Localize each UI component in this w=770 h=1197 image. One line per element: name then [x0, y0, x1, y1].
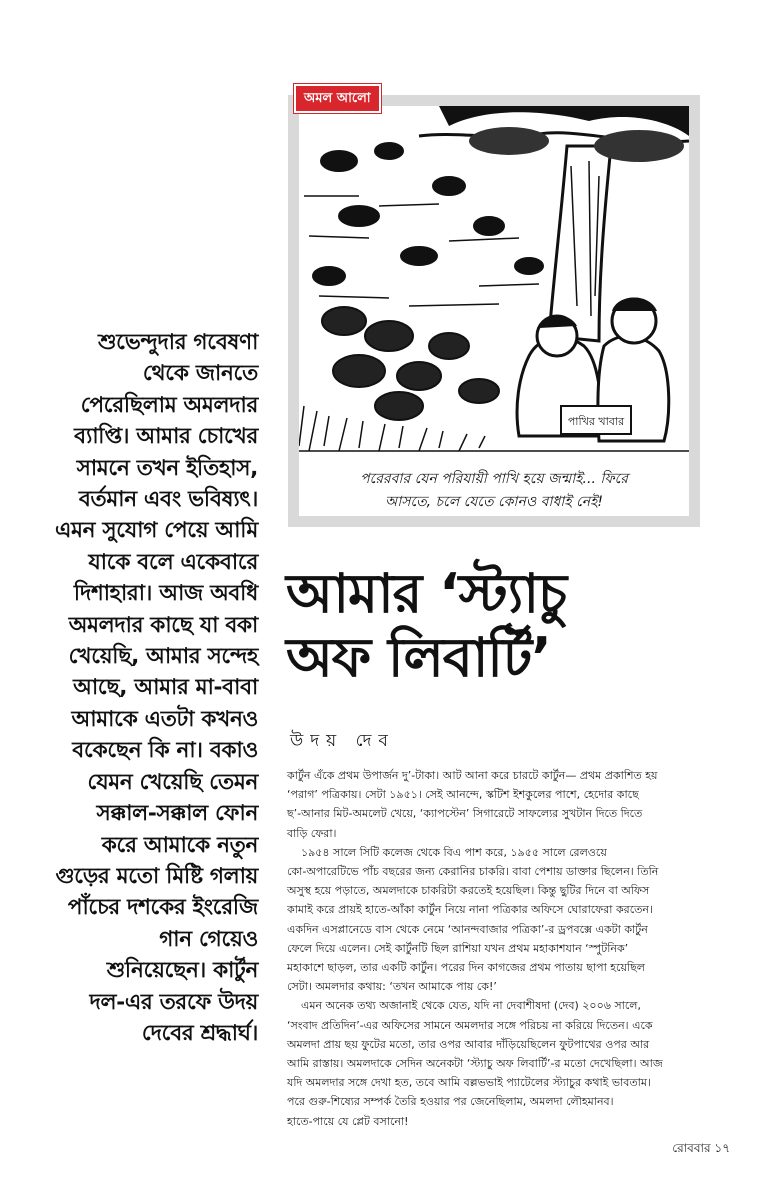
pull-quote-line: থেকে জানতে — [142, 361, 258, 387]
pull-quote-line: পাঁচের দশকের ইংরেজি — [67, 895, 258, 921]
page-footer: রোববার ১৭ — [672, 1141, 730, 1155]
pull-quote-line: বর্তমান এবং ভবিষ্যৎ। — [78, 487, 258, 513]
pull-quote-line: দল-এর তরফে উদয় — [89, 989, 258, 1015]
pull-quote-line: শুনিয়েছেন। কার্টুন — [106, 958, 258, 984]
body-line: সেটা। অমলদার কথায়: ‘তখন আমাকে পায় কে!’ — [287, 980, 497, 994]
body-line: ‘পরাগ’ পত্রিকায়। সেটা ১৯৫১। সেই আনন্দে, স্কটিশ ইশকুলের পাশে, হেদোর কাছে — [287, 788, 639, 802]
pull-quote-line: গুড়ের মতো মিষ্টি গলায় — [55, 863, 258, 889]
body-line: ‘সংবাদ প্রতিদিন’-এর অফিসের সামনে অমলদার সঙ্গে পরিচয় না করিয়ে দিতেন। একে — [287, 1018, 653, 1032]
pull-quote-line: বকেছেন কি না। বকাও — [72, 738, 258, 764]
headline-line: আমার ‘স্ট্যাচু — [286, 562, 567, 625]
body-line: ছ’-আনার মিট-অমলেট খেয়ে, ‘ক্যাপস্টেন’ সিগারেটে সাফল্যের সুখটান দিতে দিতে — [287, 807, 643, 821]
body-line: একদিন এসপ্লানেডে বাস থেকে নেমে ‘আনন্দবাজার পত্রিকা’-র ড্রপবক্সে একটা কার্টুন — [287, 922, 648, 936]
section-tag: অমল আলো — [294, 84, 381, 113]
cartoon-illustration — [299, 106, 689, 516]
cartoon-sign-text: পাখির খাবার — [567, 415, 625, 428]
pull-quote-line: শুভেন্দুদার গবেষণা — [97, 330, 258, 355]
pull-quote — [20, 327, 258, 1049]
body-line: মহাকাশে ছাড়ল, তার একটি কার্টুন। পরের দিন কাগজের প্রথম পাতায় ছাপা হয়েছিল — [287, 961, 645, 975]
pull-quote-line: যেমন খেয়েছি তেমন — [87, 769, 258, 795]
pull-quote-line: গান গেয়েও — [159, 926, 258, 952]
pull-quote-line: অমলদার কাছে যা বকা — [68, 612, 258, 638]
cartoon-frame — [288, 95, 700, 527]
pull-quote-line: সক্কাল-সক্কাল ফোন — [96, 801, 258, 827]
pull-quote-line: আমাকে এতটা কখনও — [71, 706, 258, 732]
body-line: অমলদা প্রায় ছয় ফুটের মতো, তার ওপর আবার দাঁড়িয়েছিলেন ফুটপাথের ওপর আর — [287, 1037, 650, 1051]
body-line: হাতে-পায়ে যে প্লেট বসানো! — [287, 1114, 409, 1128]
body-line: ফেলে দিয়ে এলেন। সেই কার্টুনটি ছিল রাশিয়া যখন প্রথম মহাকাশযান ‘স্পুটনিক’ — [287, 941, 629, 955]
cartoon-drawing — [299, 106, 689, 516]
pull-quote-line: ব্যাপ্তি। আমার চোখের — [74, 424, 258, 450]
pull-quote-line: খেয়েছি, আমার সন্দেহ — [68, 644, 258, 670]
body-line: কো-অপারেটিভে পাঁচ বছরের জন্য কেরানির চাকরি। বাবা পেশায় ডাক্তার ছিলেন। তিনি — [287, 865, 659, 879]
body-line: পরে গুরু-শিষ্যের সম্পর্ক তৈরি হওয়ার পর জেনেছিলাম, অমলদা লৌহমানব। — [287, 1095, 614, 1109]
body-line: বাড়ি ফেরা। — [287, 826, 337, 840]
body-line: যদি অমলদার সঙ্গে দেখা হত, তবে আমি বল্লভভাই প্যাটেলের স্ট্যাচুর কথাই ভাবতাম। — [287, 1076, 651, 1090]
headline — [286, 562, 746, 690]
body-line: এমন অনেক তথ্য অজানাই থেকে যেত, যদি না দেবাশীষদা (দেব) ২০০৬ সালে, — [301, 999, 641, 1013]
cartoon-caption — [311, 468, 677, 514]
pull-quote-line: পেরেছিলাম অমলদার — [80, 392, 258, 418]
caption-line: আসতে, চলে যেতে কোনও বাধাই নেই! — [384, 494, 604, 510]
headline-line: অফ লিবার্টি’ — [286, 626, 551, 689]
body-line: ১৯৫৪ সালে সিটি কলেজ থেকে বিএ পাশ করে, ১৯৫৫ সালে রেলওয়ে — [301, 845, 607, 859]
pull-quote-line: সামনে তখন ইতিহাস, — [76, 455, 258, 481]
byline: উদয় দেব — [290, 731, 395, 751]
pull-quote-line: আছে, আমার মা-বাবা — [73, 675, 258, 701]
body-line: আমি রাস্তায়। অমলদাকে সেদিন অনেকটা ‘স্ট্যাচু অফ লিবার্টি’-র মতো দেখেছিলা। আজ — [287, 1057, 663, 1071]
pull-quote-line: যাকে বলে একেবারে — [88, 549, 258, 575]
article-body — [287, 766, 757, 1131]
body-line: অসুস্থ হয়ে পড়াতে, অমলদাকে চাকরিটা করতেই হয়েছিল। কিন্তু ছুটির দিনে বা অফিস — [287, 884, 650, 898]
pull-quote-line: করে আমাকে নতুন — [101, 832, 258, 858]
pull-quote-line: এমন সুযোগ পেয়ে আমি — [54, 518, 258, 544]
caption-line: পরেরবার যেন পরিযায়ী পাখি হয়ে জন্মাই... ফিরে — [360, 471, 628, 487]
pull-quote-line: দেবের শ্রদ্ধার্ঘ। — [141, 1020, 258, 1046]
body-line: কামাই করে প্রায়ই হাতে-আঁকা কার্টুন নিয়ে নানা পত্রিকার অফিসে ঘোরাফেরা করতেন। — [287, 903, 653, 917]
pull-quote-line: দিশাহারা। আজ অবধি — [73, 581, 258, 607]
body-line: কার্টুন এঁকে প্রথম উপার্জন দু’-টাকা। আট আনা করে চারটে কার্টুন— প্রথম প্রকাশিত হয় — [287, 769, 658, 782]
